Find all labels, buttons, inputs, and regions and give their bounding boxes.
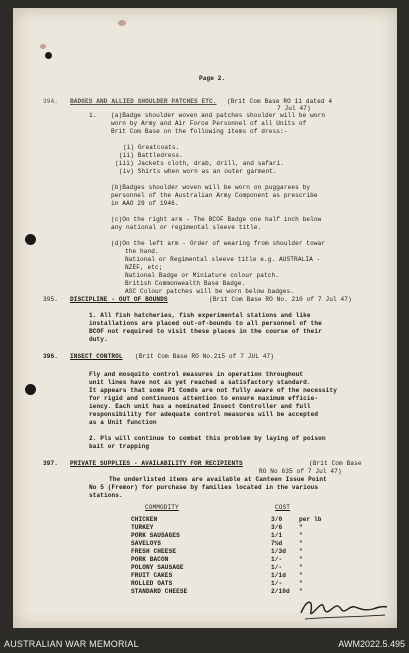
- commodity-cell: SAVELOYS: [131, 540, 162, 547]
- item-para2-396: bait or trapping: [89, 443, 150, 450]
- cost-cell: 1/-: [271, 564, 283, 571]
- item-para2-396: 2. Pls will continue to combat this problem by laying of poison: [89, 435, 326, 442]
- stain-mark: [118, 20, 126, 26]
- cost-cell: 1/-: [271, 580, 283, 587]
- commodity-cell: PORK SAUSAGES: [131, 532, 180, 539]
- commodity-cell: ROLLED OATS: [131, 580, 173, 587]
- unit-cell: ": [299, 580, 303, 587]
- item-number-394: 394.: [43, 98, 59, 105]
- item-body-396: iency. Each unit has a nominated Insect Controller and full: [89, 403, 311, 410]
- para-a-line: Brit Com Base on the following items of dress:-: [111, 128, 288, 135]
- para-d-line: British Commonwealth Base Badge.: [125, 280, 246, 287]
- item-intro-397: stations.: [89, 492, 123, 499]
- page-heading: Page 2.: [199, 75, 226, 82]
- para-a-line: worn by Army and Air Force Personnel of all Units of: [111, 120, 307, 127]
- commodity-cell: TURKEY: [131, 524, 154, 531]
- dress-item: (iv) Shirts when worn as an outer garment.: [119, 168, 277, 175]
- item-body-395: BCOF not required to visit these places in the course of their: [89, 328, 322, 335]
- item-body-395: duty.: [89, 336, 108, 343]
- cost-cell: 3/0: [271, 516, 283, 523]
- dress-item: (iii) Jackets cloth, drab, drill, and safari.: [115, 160, 285, 167]
- item-ref-396: (Brit Com Base RO No.215 of 7 JUL 47): [135, 353, 275, 360]
- item-body-395: installations are placed out-of-bounds to all personnel of the: [89, 320, 322, 327]
- item-body-396: for rigid and continuous attention to ensure maximum efficie-: [89, 395, 319, 402]
- item-title-394: BADGES AND ALLIED SHOULDER PATCHES ETC.: [70, 98, 217, 105]
- table-header-commodity: COMMODITY: [145, 504, 179, 511]
- unit-cell: ": [299, 548, 303, 555]
- item-ref-397-line2: RO No 635 of 7 Jul 47): [259, 468, 342, 475]
- cost-cell: 3/6: [271, 524, 283, 531]
- item-title-395: DISCIPLINE - OUT OF BOUNDS: [70, 296, 168, 303]
- item-number-395: 395.: [43, 296, 59, 303]
- item-title-396: INSECT CONTROL: [70, 353, 123, 360]
- punch-hole-middle: [25, 234, 36, 245]
- unit-cell: ": [299, 532, 303, 539]
- punch-hole-bottom: [25, 384, 36, 395]
- commodity-cell: FRESH CHEESE: [131, 548, 177, 555]
- commodity-cell: POLONY SAUSAGE: [131, 564, 184, 571]
- signature-image: [297, 593, 389, 623]
- commodity-cell: STANDARD CHEESE: [131, 588, 188, 595]
- item-ref-395: (Brit Com Base RO No. 210 of 7 Jul 47): [209, 296, 352, 303]
- item-ref-394: (Brit Com Base RO 11 dated 4: [227, 98, 333, 105]
- unit-cell: ": [299, 564, 303, 571]
- unit-cell: ": [299, 588, 303, 595]
- para-number: 1.: [89, 112, 97, 119]
- para-d-line: (d)On the left arm - Order of wearing from shoulder towar: [111, 240, 326, 247]
- para-b-line: (b)Badges shoulder woven will be worn on puggarees by: [111, 184, 311, 191]
- item-ref-397: (Brit Com Base: [309, 460, 362, 467]
- item-number-397: 397.: [43, 460, 59, 467]
- footer-institution: AUSTRALIAN WAR MEMORIAL: [4, 639, 139, 649]
- commodity-cell: CHICKEN: [131, 516, 158, 523]
- unit-cell: ": [299, 572, 303, 579]
- document-page: [13, 8, 397, 628]
- para-d-line: National or Regimental sleeve title e.g. AUSTRALIA -: [125, 256, 321, 263]
- cost-cell: 1/3d: [271, 548, 287, 555]
- unit-cell: ": [299, 540, 303, 547]
- para-c-line: (c)On the right arm - The BCOF Badge one half inch below: [111, 216, 322, 223]
- archive-footer: [0, 636, 409, 653]
- unit-cell: per lb: [299, 516, 322, 523]
- item-body-396: as a Unit function: [89, 419, 157, 426]
- para-d-line: NZEF, etc;: [125, 264, 163, 271]
- item-body-396: Fly and mosquito control measures in operation throughout: [89, 371, 304, 378]
- item-intro-397: No 5 (Fremor) for purchase by families located in the various: [89, 484, 319, 491]
- unit-cell: ": [299, 556, 303, 563]
- para-c-line: any national or regimental sleeve title.: [111, 224, 262, 231]
- item-body-395: 1. All fish hatcheries, fish experimental stations and like: [89, 312, 311, 319]
- stain-mark: [40, 44, 46, 49]
- commodity-cell: PORK BACON: [131, 556, 169, 563]
- commodity-cell: FRUIT CAKES: [131, 572, 173, 579]
- para-b-line: in AAO 29 of 1946.: [111, 200, 179, 207]
- item-body-396: responsibility for adequate control measures will be accepted: [89, 411, 319, 418]
- cost-cell: 2/10d: [271, 588, 290, 595]
- item-number-396: 396.: [43, 353, 59, 360]
- para-d-line: National Badge or Miniature colour patch.: [125, 272, 280, 279]
- dress-item: (i) Greatcoats.: [123, 144, 180, 151]
- para-d-line: the hand.: [125, 248, 159, 255]
- table-header-cost: COST: [275, 504, 291, 511]
- para-b-line: personnel of the Australian Army Component as prescribe: [111, 192, 318, 199]
- cost-cell: 1/-: [271, 556, 283, 563]
- unit-cell: ": [299, 524, 303, 531]
- item-intro-397: The underlisted items are available at Canteen Issue Point: [109, 476, 327, 483]
- punch-hole-top: [45, 52, 52, 59]
- cost-cell: 1/1d: [271, 572, 287, 579]
- cost-cell: 1/1: [271, 532, 283, 539]
- para-a-line: (a)Badge shoulder woven and patches shoulder will be worn: [111, 112, 326, 119]
- cost-cell: 7½d: [271, 540, 283, 547]
- item-body-396: It appears that some P1 Comds are not fully aware of the necessity: [89, 387, 337, 394]
- item-body-396: unit lines have not as yet reached a satisfactory standard.: [89, 379, 311, 386]
- item-title-397: PRIVATE SUPPLIES - AVAILABILITY FOR RECIPIENTS: [70, 460, 243, 467]
- footer-accession-number: AWM2022.5.495: [338, 639, 405, 649]
- dress-item: (ii) Battledress.: [119, 152, 183, 159]
- item-ref-394-line2: 7 Jul 47): [277, 105, 311, 112]
- para-d-line: ASC Colour patches will be worn below badges.: [125, 288, 295, 295]
